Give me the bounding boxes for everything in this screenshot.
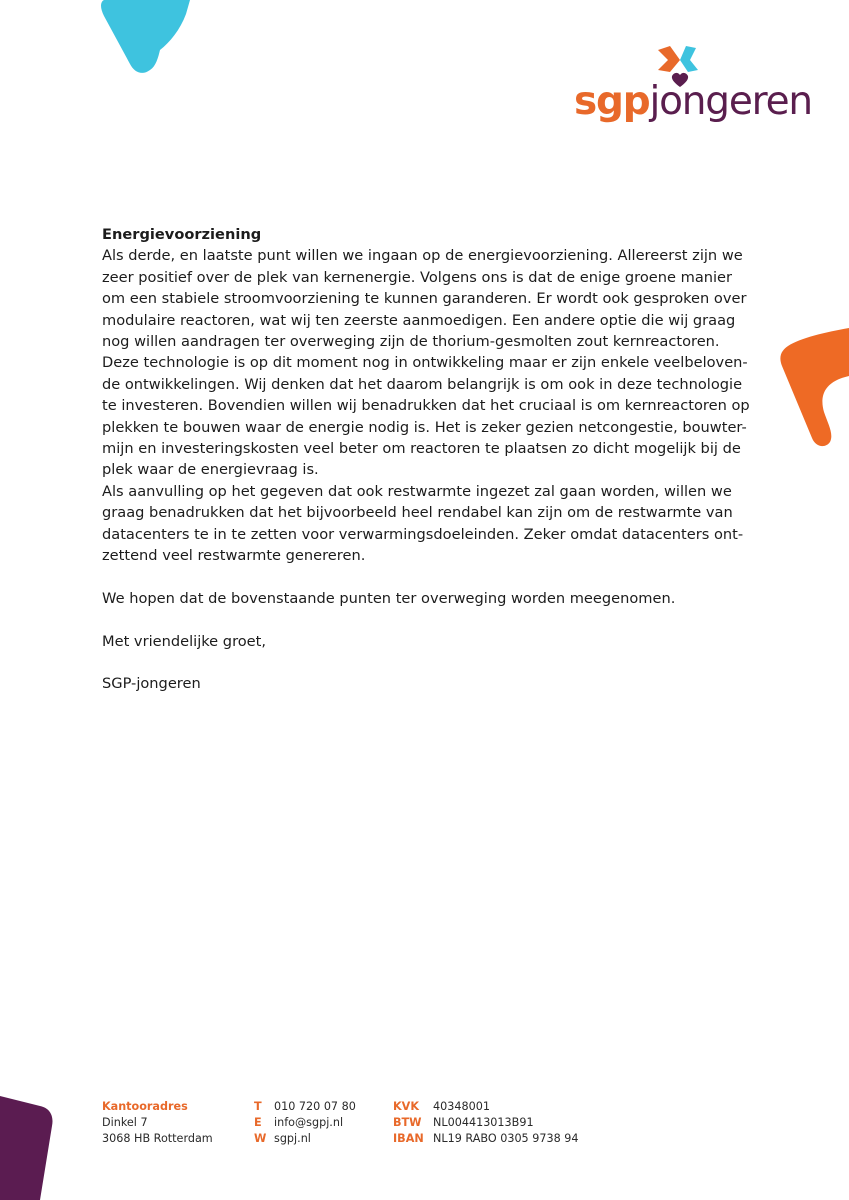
- cyan-decoration-shape: [98, 0, 192, 74]
- closing-line: We hopen dat de bovenstaande punten ter overweging worden meegenomen.: [102, 589, 676, 607]
- iban-label: IBAN: [393, 1132, 424, 1145]
- iban-number: NL19 RABO 0305 9738 94: [433, 1132, 579, 1145]
- body-line: de ontwikkelingen. Wij denken dat het daarom belangrijk is om ook in deze technologie: [102, 375, 743, 393]
- body-line: te investeren. Bovendien willen wij benadrukken dat het cruciaal is om kernreactoren op: [102, 397, 750, 415]
- body-line: plek waar de energievraag is.: [102, 461, 319, 479]
- body-line: plekken te bouwen waar de energie nodig is. Het is zeker gezien netcongestie, bouwter-: [102, 418, 747, 436]
- body-line: modulaire reactoren, wat wij ten zeerste aanmoedigen. Een andere optie die wij graag: [102, 311, 736, 329]
- email-label: E: [254, 1116, 262, 1129]
- address-street: Dinkel 7: [102, 1116, 148, 1129]
- phone-number: 010 720 07 80: [274, 1100, 356, 1113]
- letterhead-footer: [0, 1099, 849, 1159]
- body-line: zeer positief over de plek van kernenergie. Volgens ons is dat de enige groene manier: [102, 268, 733, 286]
- body-line: om een stabiele stroomvoorziening te kunnen garanderen. Er wordt ook gesproken over: [102, 290, 747, 308]
- orange-decoration-shape: [776, 328, 849, 448]
- logo-text-sgp: sgp: [574, 79, 650, 124]
- paragraph-residual-heat: [102, 481, 742, 567]
- section-heading: Energievoorziening: [102, 226, 262, 243]
- footer-registration: [393, 1099, 579, 1147]
- btw-number: NL004413013B91: [433, 1116, 534, 1129]
- footer-address: [102, 1099, 213, 1147]
- body-line: graag benadrukken dat het bijvoorbeeld heel rendabel kan zijn om de restwarmte van: [102, 504, 733, 522]
- paragraph-energy: [102, 245, 750, 480]
- sgp-jongeren-logo: [574, 44, 812, 130]
- body-line: Als aanvulling op het gegeven dat ook restwarmte ingezet zal gaan worden, willen we: [102, 482, 732, 500]
- web-label: W: [254, 1132, 267, 1145]
- body-line: nog willen aandragen ter overweging zijn de thorium-gesmolten zout kernreactoren.: [102, 333, 720, 351]
- body-line: Deze technologie is op dit moment nog in ontwikkeling maar er zijn enkele veelbeloven-: [102, 354, 748, 372]
- body-line: mijn en investeringskosten veel beter om reactoren te plaatsen zo dicht mogelijk bij de: [102, 440, 741, 458]
- body-line: Als derde, en laatste punt willen we ingaan op de energievoorziening. Allereerst zijn we: [102, 247, 743, 265]
- address-title: Kantooradres: [102, 1100, 188, 1113]
- footer-contact: [254, 1099, 356, 1147]
- kvk-label: KVK: [393, 1100, 419, 1113]
- logo-wordmark: [574, 79, 812, 124]
- body-line: datacenters te in te zetten voor verwarmingsdoeleinden. Zeker omdat datacenters ont-: [102, 525, 744, 543]
- btw-label: BTW: [393, 1116, 422, 1129]
- body-line: zettend veel restwarmte genereren.: [102, 547, 366, 565]
- greeting: Met vriendelijke groet,: [102, 632, 267, 650]
- signature: SGP-jongeren: [102, 675, 201, 693]
- phone-label: T: [254, 1100, 262, 1113]
- kvk-number: 40348001: [433, 1100, 490, 1113]
- address-city: 3068 HB Rotterdam: [102, 1132, 213, 1145]
- logo-text-jongeren: jongeren: [649, 79, 812, 124]
- email-address[interactable]: info@sgpj.nl: [274, 1116, 344, 1129]
- letter-body: [102, 224, 750, 695]
- website-link[interactable]: sgpj.nl: [274, 1132, 311, 1145]
